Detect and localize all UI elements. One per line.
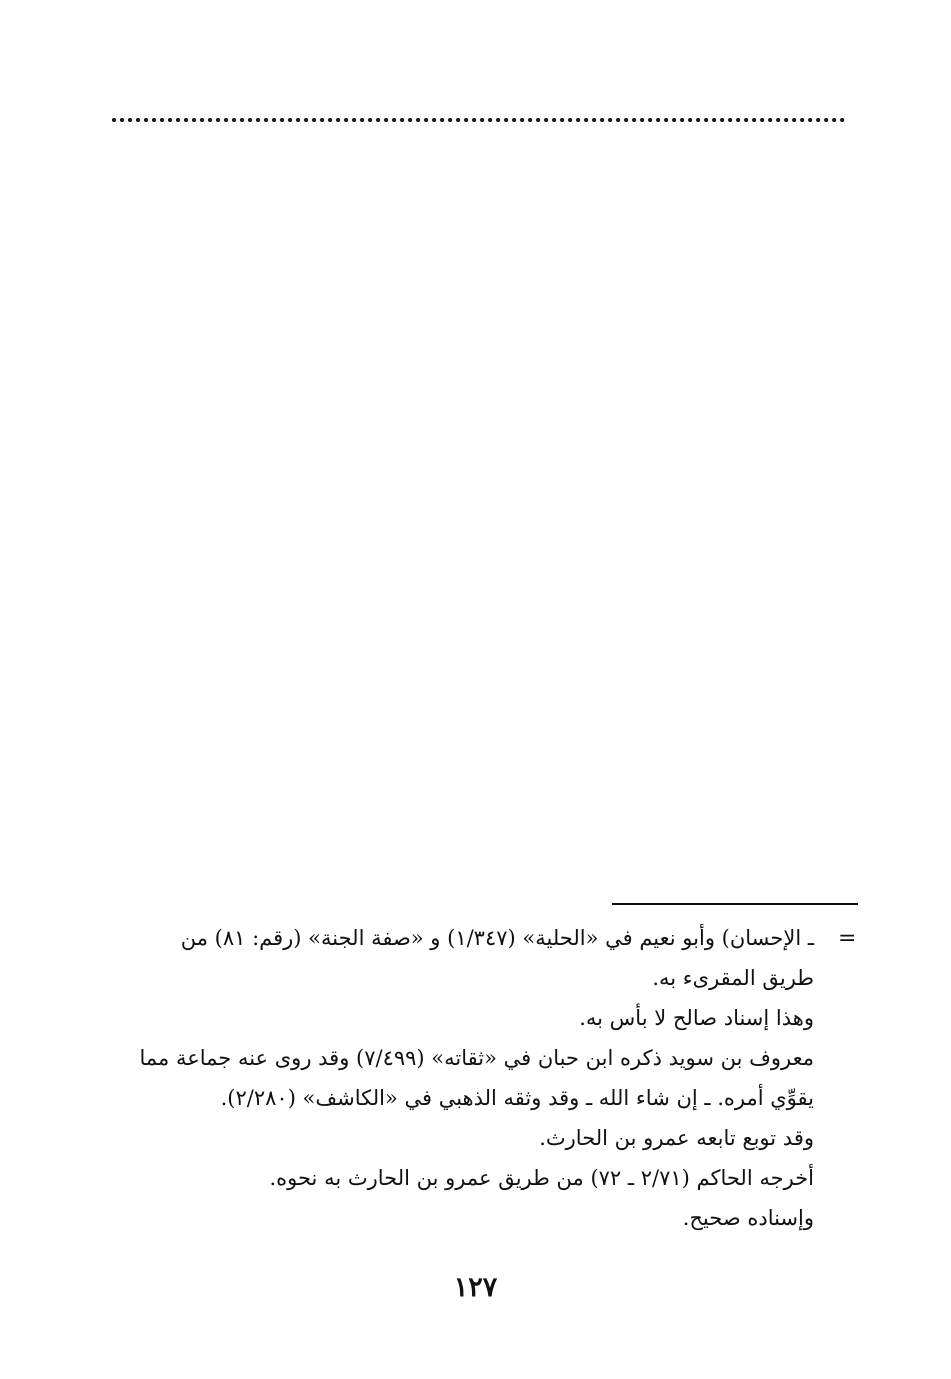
footnote-line: وقد توبع تابعه عمرو بن الحارث. [539,1126,814,1150]
footnote-line: طريق المقرىء به. [652,966,814,990]
footnote-line: يقوِّي أمره. ـ إن شاء الله ـ وقد وثقه الذهبي في «الكاشف» (٢/٢٨٠). [220,1086,814,1110]
footnote-line: ـ الإحسان) وأبو نعيم في «الحلية» (١/٣٤٧) و «صفة الجنة» (رقم: ٨١) من [180,926,814,950]
footnote-line: معروف بن سويد ذكره ابن حبان في «ثقاته» (٧/٤٩٩) وقد روى عنه جماعة مما [139,1046,814,1070]
footnote-line: وإسناده صحيح. [682,1206,814,1230]
footnote-line: أخرجه الحاكم (٢/٧١ ـ ٧٢) من طريق عمرو بن الحارث به نحوه. [269,1166,814,1190]
footnotes-block [106,918,814,1238]
footnote-separator [612,903,858,905]
footnote-line: وهذا إسناد صالح لا بأس به. [579,1006,814,1030]
continuation-mark: = [838,926,857,951]
dotted-separator [112,118,845,122]
page-number: ١٢٧ [453,1272,498,1303]
